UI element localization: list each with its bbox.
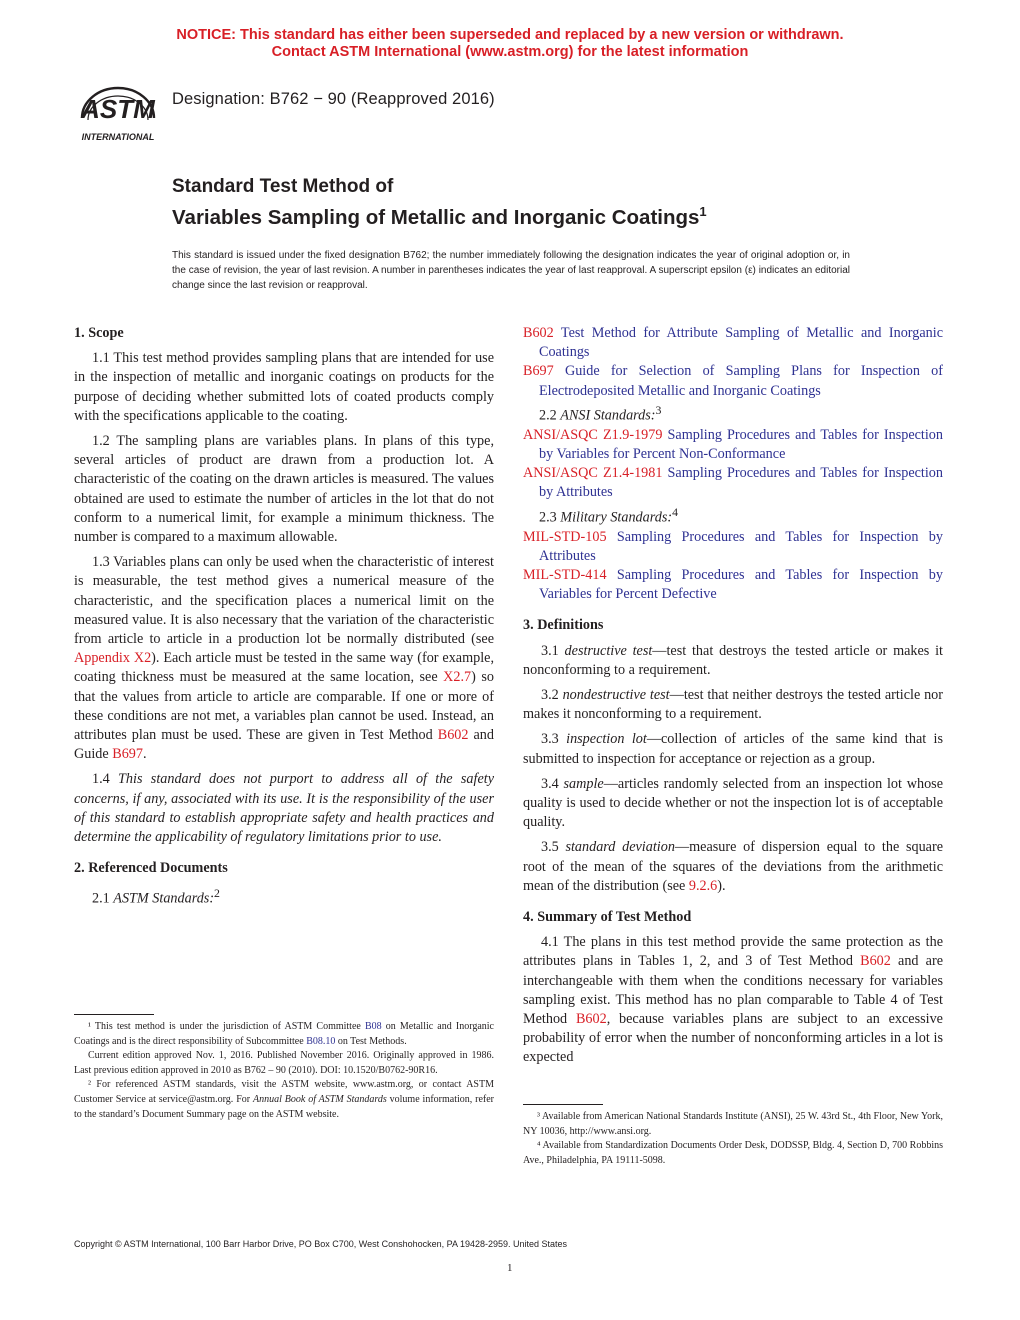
title-line-1: Standard Test Method of: [172, 176, 394, 197]
withdrawal-notice: [0, 27, 1020, 61]
ref-b697: B697 Guide for Selection of Sampling Plans for Inspection of Electrodeposited Metallic and Inorganic Coatings: [523, 363, 943, 399]
intro-paragraph: This standard is issued under the fixed designation B762; the number immediately following the designation indicates the year of original adoption or, in the case of revision, the year of last revision. A number in parentheses indicates the year of last reapproval. A superscript epsilon (ε) indicates an editorial change since the last revision or reapproval.: [172, 250, 850, 291]
link-b602-summary-2[interactable]: B602: [575, 1010, 607, 1027]
notice-line-2: Contact ASTM International (www.astm.org) for the latest information: [271, 44, 749, 60]
def-3-4: 3.4 sample—articles randomly selected from an inspection lot whose quality is used to decide whether or not the inspection lot is of acceptable quality.: [523, 775, 943, 831]
footnote-4: ⁴ Available from Standardization Documents Order Desk, DODSSP, Bldg. 4, Section D, 700 Robbins Ave., Philadelphia, PA 19111-5098.: [523, 1140, 943, 1166]
def-3-5: 3.5 standard deviation—measure of dispersion equal to the square root of the mean of the squares of the deviations from the arithmetic mean of the distribution (see 9.2.6).: [523, 839, 943, 894]
designation: Designation: B762 − 90 (Reapproved 2016): [172, 90, 495, 108]
def-3-1: 3.1 destructive test—test that destroys the tested article or makes it nonconforming to a requirement.: [523, 642, 943, 678]
footnotes-left: [74, 1020, 494, 1122]
footnote-1: ¹ This test method is under the jurisdiction of ASTM Committee B08 on Metallic and Inorganic Coatings and is the direct responsibility of Subcommittee B08.10 on Test Methods.: [74, 1021, 494, 1047]
section-3-heading: 3. Definitions: [523, 617, 604, 634]
section-1-heading: 1. Scope: [74, 325, 124, 341]
astm-logo: [74, 74, 162, 146]
footnote-3: ³ Available from American National Standards Institute (ANSI), 25 W. 43rd St., 4th Floor, New York, NY 10036, http://www.ansi.org.: [523, 1111, 943, 1137]
para-1-3: 1.3 Variables plans can only be used when the characteristic of interest is measurable, the test method gives a numerical measure of the characteristic, and the specification places a numerical limit on the measured value. It is also necessary that the variation of the characteristic from article to article in a production lot be normally distributed (see Appendix X2). Each article must be tested in the same way (for example, coating thickness must be measured at the same location, see X2.7) so that the values from article to article are comparable. If one or more of these conditions are not met, a variables plan cannot be used. Instead, an attributes plan must be used. These are given in Test Method B602 and Guide B697.: [74, 554, 494, 763]
section-4-heading: 4. Summary of Test Method: [523, 908, 692, 925]
link-b602-summary-1[interactable]: B602: [860, 953, 891, 970]
left-column: [74, 324, 494, 915]
para-4-1: 4.1 The plans in this test method provide the same protection as the attributes plans in Tables 1, 2, and 3 of Test Method B602 and are interchangeable with them when the conditions necessary for variables sampling exist. This method has no plan comparable to Table 4 of Test Method B602, because variables plans are subject to an excessive probability of error when the number of nonconforming articles in a lot is expected: [523, 934, 943, 1066]
section-2-heading: 2. Referenced Documents: [74, 860, 228, 877]
para-1-2: 1.2 The sampling plans are variables plans. In plans of this type, several articles of product are drawn from a production lot. A characteristic of the coating on the drawn articles is measured. The values obtained are used to estimate the number of articles in the lot that do not conform to a numerical limit, for example a minimum thickness. The number is compared to a maximum allowable.: [74, 433, 494, 546]
ref-b602: B602 Test Method for Attribute Sampling of Metallic and Inorganic Coatings: [523, 325, 943, 361]
ref-mil-414-code[interactable]: MIL-STD-414: [523, 566, 607, 583]
ref-b602-code[interactable]: B602: [523, 325, 554, 341]
def-3-3: 3.3 inspection lot—collection of articles of the same kind that is submitted to inspection for acceptance or rejection as a group.: [523, 731, 944, 767]
link-b697[interactable]: B697: [112, 746, 143, 763]
ref-mil-414: MIL-STD-414 Sampling Procedures and Tables for Inspection by Variables for Percent Defective: [523, 566, 943, 603]
para-2-3: 2.3 Military Standards:$^4$: [539, 504, 678, 526]
ref-mil-105-code[interactable]: MIL-STD-105: [523, 528, 607, 545]
def-3-2: 3.2 nondestructive test—test that neither destroys the tested article nor makes it nonconforming to a requirement.: [523, 686, 944, 723]
para-1-4: 1.4 This standard does not purport to address all of the safety concerns, if any, associated with its use. It is the responsibility of the user of this standard to establish appropriate safety and health practices and determine the applicability of regulatory limitations prior to use.: [74, 771, 494, 846]
footnote-rule-left: [74, 1014, 154, 1015]
ref-z19-code[interactable]: ANSI/ASQC Z1.9-1979: [523, 426, 663, 443]
ref-z19: ANSI/ASQC Z1.9-1979 Sampling Procedures and Tables for Inspection by Variables for Percent Non-Conformance: [523, 426, 943, 462]
link-9-2-6[interactable]: 9.2.6: [688, 877, 718, 894]
link-appendix-x2[interactable]: Appendix X2: [74, 650, 152, 667]
title-footnote-mark: 1: [699, 204, 707, 219]
footnote-1-edition: Current edition approved Nov. 1, 2016. Published November 2016. Originally approved in 1986. Last previous edition approved in 2010 as B762 – 90 (2010). DOI: 10.1520/B0762-90R16.: [74, 1050, 494, 1076]
ref-mil-105: MIL-STD-105 Sampling Procedures and Tables for Inspection by Attributes: [523, 528, 943, 564]
ref-b697-code[interactable]: B697: [523, 363, 554, 380]
right-column: [523, 324, 943, 1074]
logo-subtext: INTERNATIONAL: [81, 132, 155, 142]
para-1-1: 1.1 This test method provides sampling plans that are intended for use in the inspection of metallic and inorganic coatings on products for the purpose of deciding whether submitted lots of coated products comply with the specifications applicable to the coating.: [74, 350, 494, 424]
link-b08-10[interactable]: B08.10: [306, 1035, 336, 1047]
copyright-line: Copyright © ASTM International, 100 Barr Harbor Drive, PO Box C700, West Conshohocken, PA 19428-2959. United States: [74, 1239, 568, 1249]
title-line-2: Variables Sampling of Metallic and Inorganic Coatings$^1$: [172, 204, 707, 229]
notice-line-1: NOTICE: This standard has either been superseded and replaced by a new version or withdrawn.: [176, 27, 844, 43]
page-number: 1: [507, 1262, 513, 1274]
link-x2-7[interactable]: X2.7: [443, 669, 472, 686]
footnotes-right: [523, 1110, 943, 1168]
ref-z14-code[interactable]: ANSI/ASQC Z1.4-1981: [523, 465, 663, 482]
link-b602[interactable]: B602: [437, 727, 469, 744]
logo-text: ASTM: [81, 94, 155, 124]
footnote-2: ² For referenced ASTM standards, visit the ASTM website, www.astm.org, or contact ASTM Customer Service at service@astm.org. For Annual Book of ASTM Standards volume information, refer to the standard’s Document Summary page on the ASTM website.: [74, 1079, 494, 1120]
document-title: [172, 175, 707, 231]
ref-z14: ANSI/ASQC Z1.4-1981 Sampling Procedures and Tables for Inspection by Attributes: [523, 465, 943, 501]
para-2-2: 2.2 ANSI Standards:$^3$: [539, 402, 662, 424]
link-b08[interactable]: B08: [364, 1021, 382, 1032]
para-2-1: 2.1 ASTM Standards:$^2$: [92, 886, 220, 908]
footnote-rule-right: [523, 1104, 603, 1105]
